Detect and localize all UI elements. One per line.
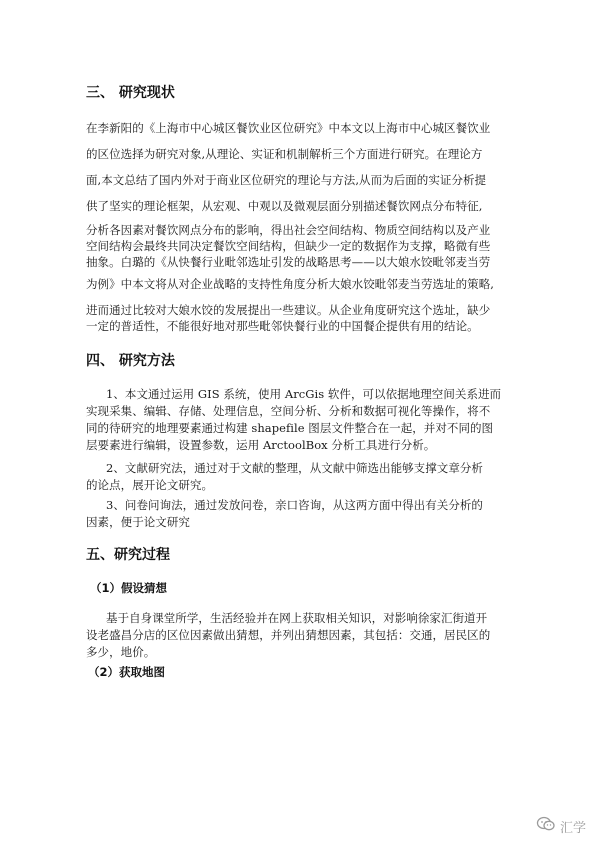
watermark <box>536 816 586 836</box>
section-heading-methods: 四、 研究方法 <box>86 353 175 369</box>
watermark-text: 汇学 <box>559 820 586 836</box>
method-item-line: 2、文献研究法，通过对于文献的整理，从文献中筛选出能够支撑文章分析 <box>106 461 483 475</box>
subsection-heading-map: （2）获取地图 <box>88 665 166 679</box>
method-item-line: 实现采集、编辑、存储、处理信息，空间分析、分析和数据可视化等操作，将不 <box>86 404 491 418</box>
paragraph-line: 分析各因素对餐饮网点分布的影响，得出社会空间结构、物质空间结构以及产业 <box>86 223 491 237</box>
paragraph-line: 在李新阳的《上海市中心城区餐饮业区位研究》中本文以上海市中心城区餐饮业 <box>86 121 491 135</box>
paragraph-line: 进而通过比较对大娘水饺的发展提出一些建议。从企业角度研究这个选址，缺少 <box>86 303 491 317</box>
method-item-line: 3、问卷问询法，通过发放问卷，亲口咨询，从这两方面中得出有关分析的 <box>106 498 483 512</box>
paragraph-line: 空间结构会最终共同决定餐饮空间结构，但缺少一定的数据作为支撑，略微有些 <box>86 239 491 253</box>
paragraph-line: 供了坚实的理论框架，从宏观、中观以及微观层面分别描述餐饮网点分布特征, <box>86 199 483 213</box>
method-item-line: 的论点，展开论文研究。 <box>86 478 214 492</box>
paragraph-line: 设老盛昌分店的区位因素做出猜想，并列出猜想因素，其包括：交通，居民区的 <box>86 628 491 642</box>
method-item-line: 1、本文通过运用 GIS 系统，使用 ArcGis 软件，可以依据地理空间关系进而 <box>106 387 502 401</box>
method-item-line: 因素，便于论文研究 <box>86 515 190 529</box>
paragraph-line: 为例》中本文将从对企业战略的支持性角度分析大娘水饺毗邻麦当劳选址的策略, <box>86 277 494 291</box>
paragraph-line: 的区位选择为研究对象,从理论、实证和机制解析三个方面进行研究。在理论方 <box>86 147 483 161</box>
paragraph-line: 基于自身课堂所学，生活经验并在网上获取相关知识，对影响徐家汇街道开 <box>106 611 488 625</box>
section-heading-status: 三、 研究现状 <box>86 85 175 101</box>
subsection-heading-hypothesis: （1）假设猜想 <box>90 581 168 595</box>
method-item-line: 层要素进行编辑，设置参数，运用 ArctoolBox 分析工具进行分析。 <box>86 438 436 452</box>
paragraph-line: 面,本文总结了国内外对于商业区位研究的理论与方法,从而为后面的实证分析提 <box>86 173 487 187</box>
section-heading-process: 五、研究过程 <box>86 547 170 563</box>
paragraph-line: 抽象。白璐的《从快餐行业毗邻选址引发的战略思考——以大娘水饺毗邻麦当劳 <box>86 255 491 269</box>
paragraph-line: 一定的普适性，不能很好地对那些毗邻快餐行业的中国餐企提供有用的结论。 <box>86 319 479 333</box>
method-item-line: 同的待研究的地理要素通过构建 shapefile 图层文件整合在一起，并对不同的图 <box>86 421 494 435</box>
wechat-icon <box>536 816 556 836</box>
paragraph-line: 多少，地价。 <box>86 645 156 659</box>
